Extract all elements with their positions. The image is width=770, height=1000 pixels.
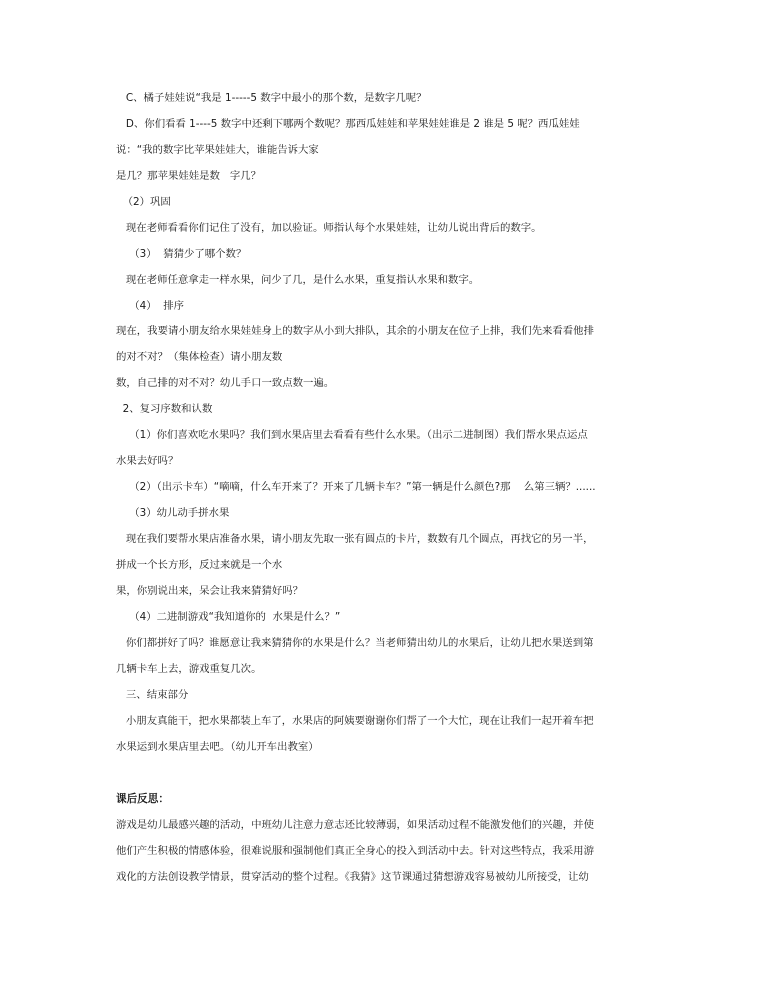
text-line: 水果运到水果店里去吧。（幼儿开车出教室） xyxy=(116,741,319,753)
text-line: 是几？那苹果娃娃是数 字几？ xyxy=(116,170,261,182)
text-line: 的对不对？（集体检查）请小朋友数 xyxy=(116,351,283,363)
text-line: 他们产生积极的情感体验，很难说服和强制他们真正全身心的投入到活动中去。针对这些特点，我采用游 xyxy=(116,845,594,857)
text-line: （1）你们喜欢吃水果吗？我们到水果店里去看看有些什么水果。（出示二进制图）我们帮水果点运点 xyxy=(116,429,588,441)
text-line: 现在我们要帮水果店准备水果，请小朋友先取一张有圆点的卡片，数数有几个圆点，再找它的另一半， xyxy=(116,533,594,545)
text-line: C、橘子娃娃说“我是 1-----5 数字中最小的那个数，是数字几呢？ xyxy=(116,92,427,104)
text-line: 现在老师看看你们记住了没有，加以验证。师指认每个水果娃娃，让幼儿说出背后的数字。 xyxy=(116,222,542,234)
text-line: D、你们看看 1----5 数字中还剩下哪两个数呢？那西瓜娃娃和苹果娃娃谁是 2 谁是 5 呢？西瓜娃娃 xyxy=(116,118,580,130)
text-line: （3）幼儿动手拼水果 xyxy=(116,507,230,519)
text-line: 现在，我要请小朋友给水果娃娃身上的数字从小到大排队，其余的小朋友在位子上排，我们先来看看他排 xyxy=(116,325,594,337)
text-line: 你们都拼好了吗？谁愿意让我来猜猜你的水果是什么？当老师猜出幼儿的水果后，让幼儿把水果送到第 xyxy=(116,637,594,649)
text-line: 小朋友真能干，把水果都装上车了，水果店的阿姨要谢谢你们帮了一个大忙，现在让我们一起开着车把 xyxy=(116,715,594,727)
text-line: 三、结束部分 xyxy=(116,689,189,701)
text-line: 戏化的方法创设教学情景，贯穿活动的整个过程。《我猜》这节课通过猜想游戏容易被幼儿所接受，让幼 xyxy=(116,871,589,883)
text-line: （2）（出示卡车）“嘀嘀，什么车开来了？开来了几辆卡车？”第一辆是什么颜色?那 么第三辆？...... xyxy=(116,481,596,493)
text-line: （4） 排序 xyxy=(116,300,184,312)
text-line: 水果去好吗？ xyxy=(116,455,179,467)
text-line: 游戏是幼儿最感兴趣的活动，中班幼儿注意力意志还比较薄弱，如果活动过程不能激发他们的兴趣，并使 xyxy=(116,819,594,831)
text-line: 几辆卡车上去，游戏重复几次。 xyxy=(116,663,262,675)
text-line: 说：“我的数字比苹果娃娃大，谁能告诉大家 xyxy=(116,144,319,156)
section-heading: 课后反思： xyxy=(116,793,169,805)
text-line: （4）二进制游戏“我知道你的 水果是什么？” xyxy=(116,611,341,623)
text-line: （3） 猜猜少了哪个数？ xyxy=(116,248,247,260)
text-line: 2、复习序数和认数 xyxy=(116,403,213,415)
text-line: 拼成一个长方形，反过来就是一个水 xyxy=(116,559,283,571)
text-line: 现在老师任意拿走一样水果，问少了几，是什么水果，重复指认水果和数字。 xyxy=(116,274,480,286)
text-line: 果，你别说出来，呆会让我来猜猜好吗？ xyxy=(116,585,304,597)
text-line: 数，自己排的对不对？幼儿手口一致点数一遍。 xyxy=(116,377,335,389)
text-line: （2）巩固 xyxy=(116,196,171,208)
